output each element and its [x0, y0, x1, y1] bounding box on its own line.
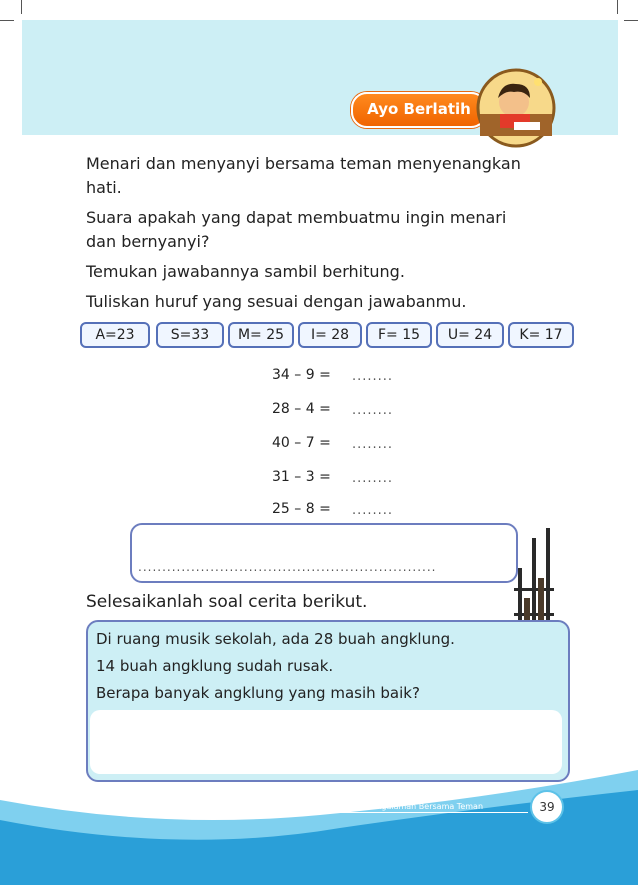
equation-2-blank[interactable]: ........	[352, 403, 394, 418]
badge-label: Ayo Berlatih	[367, 100, 471, 118]
code-s: S=33	[156, 322, 224, 348]
story-line-3: Berapa banyak angklung yang masih baik?	[96, 684, 420, 702]
equation-2: 28 – 4 =	[272, 401, 331, 417]
equation-5-blank[interactable]: ........	[352, 503, 394, 518]
equation-1: 34 – 9 =	[272, 367, 331, 383]
section-title: Selesaikanlah soal cerita berikut.	[86, 592, 368, 612]
code-u: U= 24	[436, 322, 504, 348]
equation-3: 40 – 7 =	[272, 435, 331, 451]
code-m: M= 25	[228, 322, 294, 348]
intro-line-6: Tuliskan huruf yang sesuai dengan jawabanmu.	[86, 292, 467, 311]
ayo-berlatih-badge	[351, 92, 487, 128]
page-number: 39	[530, 790, 564, 824]
code-a: A=23	[80, 322, 150, 348]
intro-line-5: Temukan jawabannya sambil berhitung.	[86, 262, 405, 281]
equation-4-blank[interactable]: ........	[352, 471, 394, 486]
equation-3-blank[interactable]: ........	[352, 437, 394, 452]
letter-codes	[80, 322, 574, 348]
equation-4: 31 – 3 =	[272, 469, 331, 485]
story-line-2: 14 buah angklung sudah rusak.	[96, 657, 334, 675]
intro-line-1: Menari dan menyanyi bersama teman menyenangkan	[86, 154, 521, 173]
intro-line-4: dan bernyanyi?	[86, 232, 210, 251]
crop-mark	[0, 20, 14, 21]
intro-line-3: Suara apakah yang dapat membuatmu ingin menari	[86, 208, 507, 227]
boy-writing-illustration	[476, 68, 556, 148]
code-i: I= 28	[298, 322, 362, 348]
code-k: K= 17	[508, 322, 574, 348]
equation-1-blank[interactable]: ........	[352, 369, 394, 384]
code-f: F= 15	[366, 322, 432, 348]
intro-line-2: hati.	[86, 178, 122, 197]
story-line-1: Di ruang musik sekolah, ada 28 buah angklung.	[96, 630, 455, 648]
equation-5: 25 – 8 =	[272, 501, 331, 517]
answer-line: ..............................................................	[138, 560, 437, 574]
footer-subtema: Subtema 2: Pengalaman Bersama Teman	[318, 802, 484, 811]
crop-mark	[617, 0, 618, 14]
crop-mark	[624, 20, 638, 21]
crop-mark	[21, 0, 22, 14]
answer-box[interactable]	[130, 523, 518, 583]
